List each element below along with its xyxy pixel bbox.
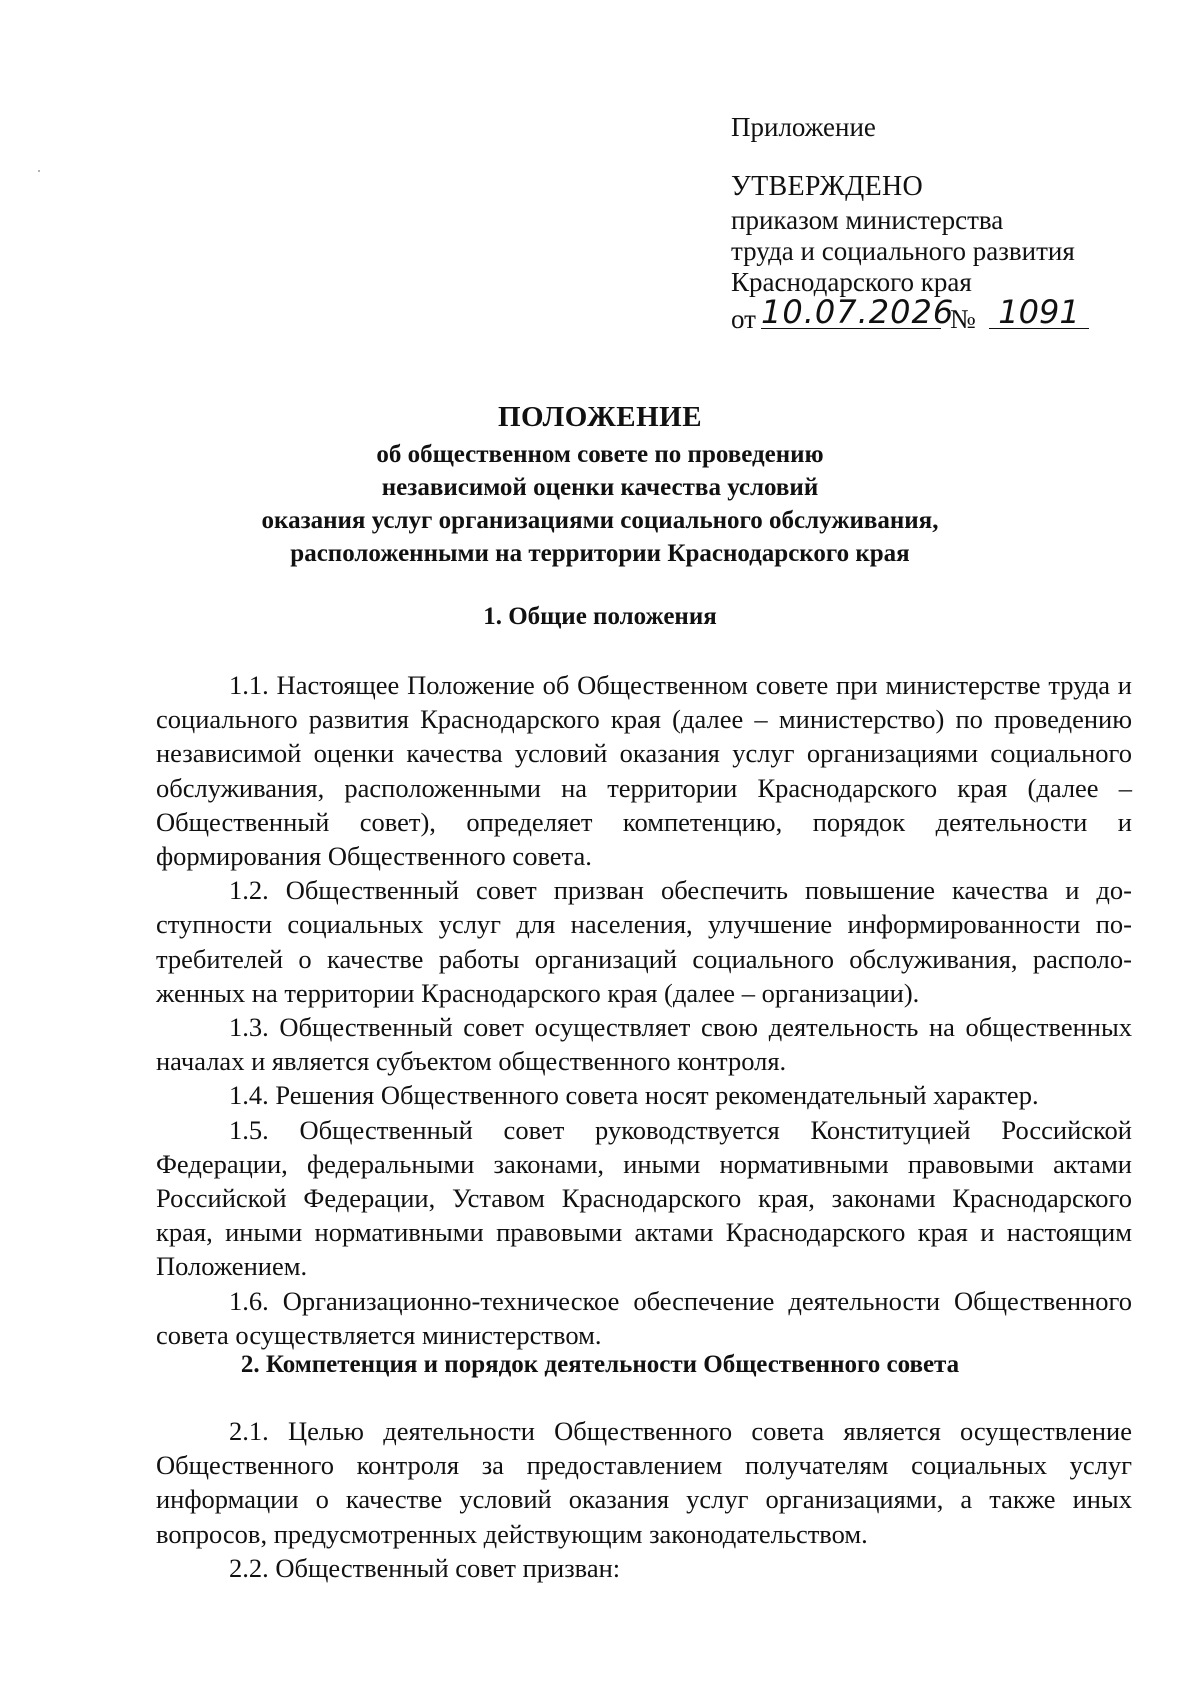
title-subline: независимой оценки качества условий [381,474,819,501]
date-prefix: от [731,304,756,334]
paragraph-1-2: 1.2. Общественный совет призван обеспечить повышение качества и доступности социальных услуг для населения, улучшение информированности потребителей о качестве работы организаций социального обслуживания, расположенных на территории Краснодарского края (далее – организации). [156,875,1132,1008]
approval-line: труда и социального развития [731,236,1075,266]
title-subline: оказания услуг организациями социального обслуживания, [261,507,939,534]
section-2-body [156,1414,1132,1585]
approval-line: Краснодарского края [731,267,972,297]
paragraph-1-5: 1.5. Общественный совет руководствуется Конституцией Российской Федерации, федеральными законами, иными нормативными правовыми актами Российской Федерации, Уставом Краснодарского края, законами Краснодарского края, иными нормативными правовыми актами Краснодарского края и настоящим Положением. [156,1114,1132,1282]
approval-line: приказом министерства [731,205,1004,235]
document-title [150,400,1050,570]
title-subline: об общественном совете по проведению [376,441,824,468]
approval-block [731,112,1151,334]
number-sign: № [950,304,976,334]
title-main: ПОЛОЖЕНИЕ [497,401,703,433]
appendix-label: Приложение [731,112,876,142]
paragraph-2-2: 2.2. Общественный совет призван: [229,1552,621,1583]
paragraph-1-1: 1.1. Настоящее Положение об Общественном совете при министерстве труда и социального развития Краснодарского края (далее – министерство) по проведению независимой оценки качества условий оказания услуг организациями социального обслуживания, расположенными на территории Краснодарского края (далее – Общественный совет), определяет компетенцию, порядок деятельности и формирования Общественного совета. [156,670,1132,872]
section-1-heading: 1. Общие положения [483,603,717,630]
paragraph-1-3: 1.3. Общественный совет осуществляет свою деятельность на общественных началах и является субъектом общественного контроля. [156,1012,1132,1077]
paragraph-1-4: 1.4. Решения Общественного совета носят рекомендательный характер. [229,1080,1039,1111]
order-date-number-line [731,293,1151,334]
handwritten-number: 1091 [989,292,1089,329]
paragraph-1-6: 1.6. Организационно-техническое обеспечение деятельности Общественного совета осуществляется министерством. [156,1285,1132,1350]
paragraph-2-1: 2.1. Целью деятельности Общественного совета является осуществление Общественного контроля за предоставлением получателям социальных услуг информации о качестве условий оказания услуг организациями, а также иных вопросов, предусмотренных действующим законодательством. [156,1416,1132,1549]
approved-label: УТВЕРЖДЕНО [731,171,924,202]
section-2-heading: 2. Компетенция и порядок деятельности Общественного совета [240,1351,960,1378]
title-subline: расположенными на территории Краснодарского края [290,540,910,567]
section-1-body [156,668,1132,1352]
scan-speck [38,170,40,172]
handwritten-date: 10.07.2026 [761,293,955,331]
